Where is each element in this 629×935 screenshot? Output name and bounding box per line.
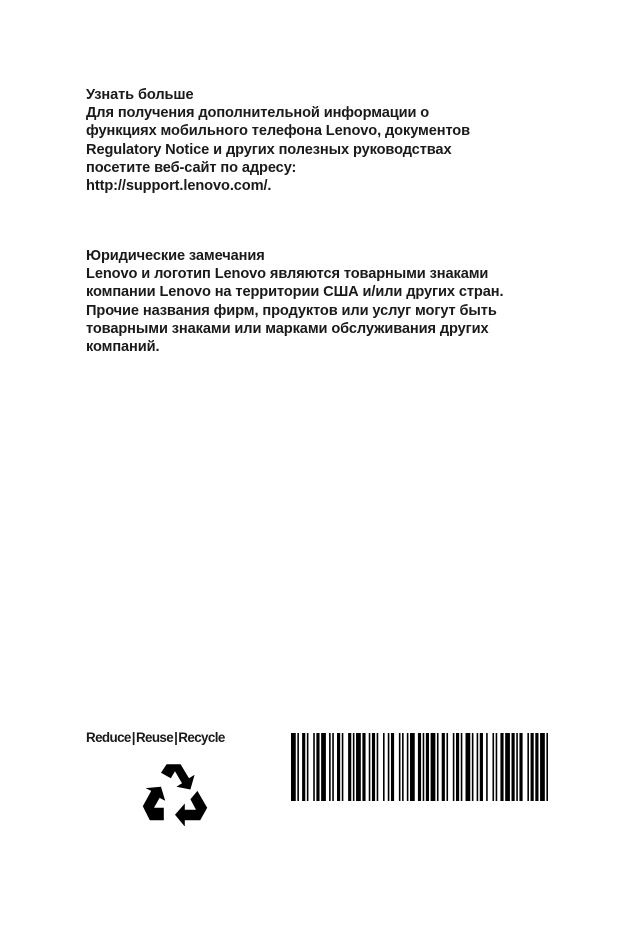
- separator: |: [131, 730, 135, 745]
- barcode-bar: [486, 733, 488, 801]
- learn-more-section: [86, 86, 586, 195]
- barcode-bar: [407, 733, 409, 801]
- barcode-bar: [500, 733, 503, 801]
- barcode-bar: [418, 733, 421, 801]
- learn-more-line: Для получения дополнительной информации о: [86, 105, 430, 122]
- barcode-bar: [383, 733, 385, 801]
- barcode-bar: [461, 733, 463, 801]
- barcode-bar: [399, 733, 401, 801]
- barcode-bar: [307, 733, 309, 801]
- barcode-bar: [496, 733, 498, 801]
- barcode-bar: [456, 733, 459, 801]
- barcode-bar: [426, 733, 429, 801]
- legal-notices-line: товарными знаками или марками обслуживания других: [86, 320, 489, 337]
- reduce-reuse-recycle-label: [86, 730, 225, 745]
- barcode-bar: [480, 733, 483, 801]
- barcode-bar: [348, 733, 351, 801]
- learn-more-line: Regulatory Notice и других полезных руководствах: [86, 141, 452, 158]
- barcode-bar: [362, 733, 365, 801]
- barcode-bar: [353, 733, 355, 801]
- barcode-bar: [369, 733, 371, 801]
- barcode-bar: [540, 733, 545, 801]
- reduce-text: Reduce: [86, 730, 131, 745]
- recycle-text: Recycle: [178, 730, 225, 745]
- barcode-bar: [297, 733, 299, 801]
- separator: |: [174, 730, 178, 745]
- legal-notices-section: [86, 247, 586, 356]
- support-url: http://support.lenovo.com/.: [86, 178, 272, 195]
- barcode-bar: [372, 733, 375, 801]
- barcode-bar: [356, 733, 361, 801]
- barcode-bar: [477, 733, 479, 801]
- barcode-bar: [321, 733, 326, 801]
- legal-notices-line: компаний.: [86, 339, 160, 356]
- barcode-bar: [546, 733, 548, 801]
- legal-notices-line: компании Lenovo на территории США и/или других стран.: [86, 284, 504, 301]
- barcode-bar: [391, 733, 394, 801]
- barcode-bar: [431, 733, 436, 801]
- barcode-bar: [291, 733, 296, 801]
- barcode-bar: [472, 733, 474, 801]
- barcode-bar: [388, 733, 390, 801]
- barcode-bar: [519, 733, 522, 801]
- barcode-bar: [531, 733, 534, 801]
- legal-notices-heading: Юридические замечания: [86, 248, 265, 264]
- barcode-bar: [446, 733, 448, 801]
- legal-notices-line: Прочие названия фирм, продуктов или услуг могут быть: [86, 302, 497, 319]
- learn-more-line: посетите веб-сайт по адресу:: [86, 159, 297, 176]
- barcode-bar: [453, 733, 455, 801]
- barcode-bar: [516, 733, 518, 801]
- barcode: [291, 733, 548, 801]
- barcode-bar: [492, 733, 494, 801]
- barcode-bar: [512, 733, 515, 801]
- legal-notices-line: Lenovo и логотип Lenovo являются товарными знаками: [86, 266, 489, 283]
- learn-more-heading: Узнать больше: [86, 87, 194, 103]
- barcode-bar: [410, 733, 415, 801]
- barcode-bar: [316, 733, 319, 801]
- recycle-icon: [140, 760, 210, 826]
- barcode-bar: [466, 733, 471, 801]
- barcode-bar: [442, 733, 445, 801]
- barcode-bar: [337, 733, 340, 801]
- learn-more-line: функциях мобильного телефона Lenovo, документов: [86, 123, 470, 140]
- barcode-bar: [535, 733, 538, 801]
- barcode-bar: [402, 733, 404, 801]
- barcode-bar: [505, 733, 510, 801]
- barcode-bar: [302, 733, 305, 801]
- barcode-bar: [313, 733, 315, 801]
- barcode-bar: [437, 733, 439, 801]
- barcode-bar: [342, 733, 344, 801]
- barcode-bar: [423, 733, 425, 801]
- reuse-text: Reuse: [135, 730, 174, 745]
- barcode-bar: [377, 733, 379, 801]
- barcode-bar: [332, 733, 334, 801]
- barcode-bar: [527, 733, 529, 801]
- barcode-bar: [329, 733, 331, 801]
